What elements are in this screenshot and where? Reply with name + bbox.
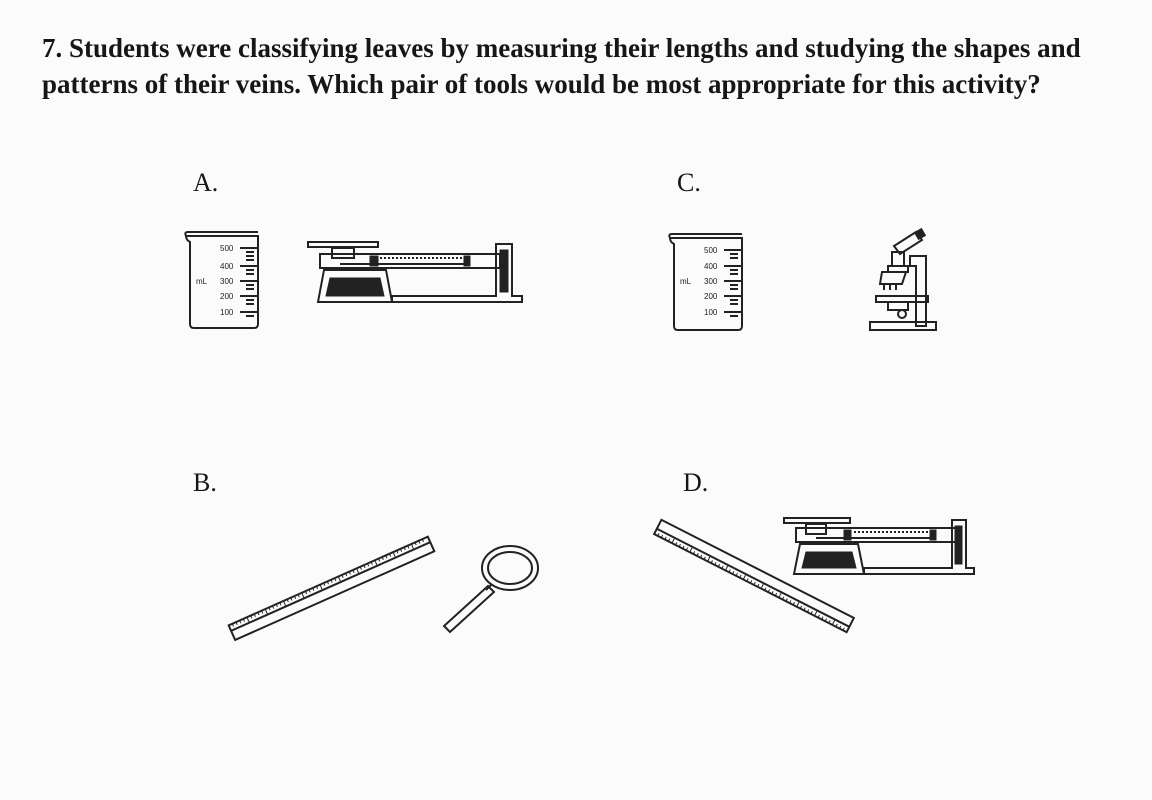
option-b-ruler-icon (222, 534, 442, 640)
ruler-tick (779, 593, 781, 597)
option-c-microscope-icon (866, 226, 941, 334)
beaker-c-mark-300: 300 (704, 277, 718, 286)
ruler-tick (357, 568, 359, 573)
option-a-label[interactable]: A. (193, 168, 219, 197)
question-text (42, 30, 1082, 102)
option-d-label[interactable]: D. (683, 468, 709, 497)
beaker-a-mark-400: 400 (220, 262, 234, 271)
ruler-tick (338, 577, 340, 582)
ruler-tick (708, 557, 710, 561)
ruler-tick (302, 593, 304, 598)
option-c-label[interactable]: C. (677, 168, 701, 197)
option-c-beaker-icon (664, 230, 754, 335)
question-body: Students were classifying leaves by measuring their lengths and studying the shapes and patterns of their veins. Which pair of tools would be most appropriate for this activity? (42, 33, 1081, 99)
ruler-tick (393, 552, 395, 557)
ruler-tick (761, 584, 763, 588)
option-b-label[interactable]: B. (193, 468, 217, 497)
option-d-balance-icon (780, 514, 980, 580)
ruler-tick (375, 560, 377, 565)
ruler-tick (247, 617, 249, 622)
beaker-c-unit: mL (680, 277, 692, 286)
ruler-tick (797, 602, 799, 606)
option-a-balance-icon (300, 236, 530, 311)
beaker-a-mark-500: 500 (220, 244, 234, 253)
beaker-c-mark-200: 200 (704, 292, 718, 301)
ruler-tick (815, 611, 817, 615)
option-b-magnifying-glass-icon (436, 540, 546, 635)
beaker-a-unit: mL (196, 277, 208, 286)
ruler-tick (832, 620, 834, 624)
beaker-c-mark-500: 500 (704, 246, 718, 255)
beaker-c-mark-100: 100 (704, 308, 718, 317)
ruler-tick (690, 548, 692, 552)
beaker-c-mark-400: 400 (704, 262, 718, 271)
ruler-tick (672, 539, 674, 543)
ruler-tick (743, 575, 745, 579)
beaker-a-mark-200: 200 (220, 292, 234, 301)
ruler-tick (320, 585, 322, 590)
beaker-a-mark-300: 300 (220, 277, 234, 286)
option-a-beaker-icon (180, 228, 270, 333)
ruler-tick (265, 609, 267, 614)
ruler-tick (411, 544, 413, 549)
question-number: 7. (42, 33, 63, 63)
ruler-tick (725, 566, 727, 570)
beaker-a-mark-100: 100 (220, 308, 234, 317)
ruler-tick (283, 601, 285, 606)
